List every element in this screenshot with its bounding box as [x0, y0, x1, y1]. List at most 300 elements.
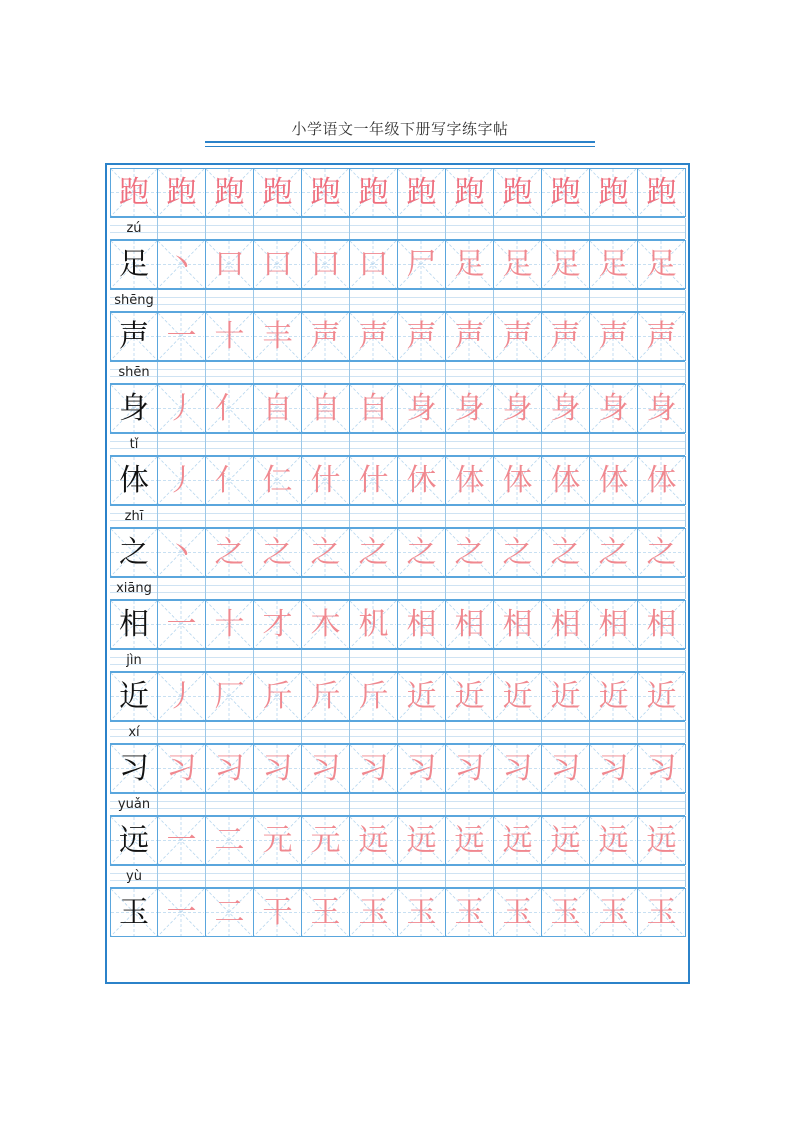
trace-character: 十	[214, 607, 245, 642]
trace-character: 玉	[598, 895, 629, 930]
pinyin-row	[110, 865, 685, 888]
trace-character: 声	[646, 319, 677, 354]
pinyin-cell	[542, 218, 590, 239]
pinyin-cell	[350, 434, 398, 455]
pinyin-cell	[254, 794, 302, 815]
practice-cell	[494, 168, 542, 217]
trace-character: 远	[646, 823, 677, 858]
practice-cell	[494, 600, 542, 649]
pinyin-cell	[206, 434, 254, 455]
pinyin-cell	[302, 434, 350, 455]
practice-cell	[494, 240, 542, 289]
pinyin-cell	[398, 866, 446, 887]
practice-cell	[302, 528, 350, 577]
practice-cell	[158, 168, 206, 217]
trace-character: 之	[262, 535, 293, 570]
pinyin-cell	[446, 290, 494, 311]
practice-grid	[110, 168, 685, 979]
practice-cell	[398, 888, 446, 937]
trace-character: 近	[406, 679, 437, 714]
practice-cell	[542, 384, 590, 433]
practice-cell	[110, 456, 158, 505]
practice-cell	[158, 672, 206, 721]
practice-cell	[302, 456, 350, 505]
pinyin-cell	[446, 650, 494, 671]
pinyin-label: xiāng	[116, 581, 152, 596]
pinyin-cell	[206, 794, 254, 815]
practice-cell	[446, 528, 494, 577]
pinyin-cell	[590, 218, 638, 239]
trace-character: 身	[646, 391, 677, 426]
pinyin-cell	[638, 794, 686, 815]
pinyin-cell	[302, 866, 350, 887]
pinyin-cell	[398, 290, 446, 311]
trace-character: 足	[598, 247, 629, 282]
trace-character: 丰	[262, 319, 293, 354]
practice-cell	[110, 240, 158, 289]
pinyin-cell	[494, 866, 542, 887]
trace-character: 玉	[454, 895, 485, 930]
model-character: 相	[119, 607, 149, 642]
trace-character: 一	[166, 319, 197, 354]
pinyin-cell	[302, 650, 350, 671]
pinyin-cell	[206, 578, 254, 599]
pinyin-label: shēng	[114, 293, 154, 308]
practice-cell	[158, 744, 206, 793]
header-character: 跑	[262, 175, 293, 210]
pinyin-cell	[254, 578, 302, 599]
pinyin-cell	[158, 290, 206, 311]
header-character: 跑	[358, 175, 389, 210]
practice-cell	[542, 888, 590, 937]
trace-character: 习	[454, 751, 485, 786]
pinyin-cell	[158, 650, 206, 671]
practice-cell	[398, 744, 446, 793]
practice-cell	[206, 240, 254, 289]
trace-character: 声	[550, 319, 581, 354]
practice-cell	[302, 384, 350, 433]
pinyin-label: jìn	[126, 653, 142, 668]
character-row	[110, 312, 685, 361]
pinyin-cell	[254, 866, 302, 887]
trace-character: 一	[166, 895, 197, 930]
practice-cell	[398, 672, 446, 721]
trace-character: 之	[454, 535, 485, 570]
practice-cell	[158, 816, 206, 865]
pinyin-cell	[446, 866, 494, 887]
practice-cell	[542, 240, 590, 289]
practice-cell	[398, 456, 446, 505]
pinyin-cell	[638, 650, 686, 671]
pinyin-cell	[350, 866, 398, 887]
practice-cell	[494, 528, 542, 577]
trace-character: 声	[310, 319, 341, 354]
trace-character: 斤	[358, 679, 389, 714]
pinyin-cell	[350, 290, 398, 311]
trace-character: 相	[406, 607, 437, 642]
pinyin-cell	[542, 506, 590, 527]
pinyin-cell	[158, 434, 206, 455]
trace-character: 自	[310, 391, 341, 426]
character-row	[110, 888, 685, 937]
character-row	[110, 816, 685, 865]
trace-character: 身	[598, 391, 629, 426]
trace-character: 元	[310, 823, 341, 858]
trace-character: 相	[454, 607, 485, 642]
trace-character: 之	[502, 535, 533, 570]
practice-cell	[446, 384, 494, 433]
pinyin-cell	[350, 578, 398, 599]
trace-character: 口	[262, 247, 293, 282]
pinyin-cell	[206, 362, 254, 383]
practice-cell	[350, 672, 398, 721]
character-row	[110, 240, 685, 289]
pinyin-cell	[398, 650, 446, 671]
pinyin-cell	[302, 290, 350, 311]
pinyin-cell	[350, 722, 398, 743]
pinyin-cell	[638, 434, 686, 455]
model-character: 玉	[119, 895, 149, 930]
practice-cell	[350, 600, 398, 649]
practice-cell	[494, 456, 542, 505]
trace-character: 才	[262, 607, 293, 642]
trace-character: 体	[502, 463, 533, 498]
model-character: 体	[119, 463, 149, 498]
pinyin-cell	[494, 506, 542, 527]
pinyin-cell	[590, 866, 638, 887]
practice-cell	[638, 240, 686, 289]
practice-cell	[206, 168, 254, 217]
pinyin-cell	[302, 506, 350, 527]
model-character: 身	[119, 391, 149, 426]
header-character-row	[110, 168, 685, 217]
pinyin-cell	[158, 362, 206, 383]
pinyin-cell	[590, 290, 638, 311]
trace-character: 远	[454, 823, 485, 858]
model-character: 之	[119, 535, 149, 570]
practice-cell	[590, 816, 638, 865]
trace-character: 口	[310, 247, 341, 282]
pinyin-cell	[638, 578, 686, 599]
practice-cell	[254, 384, 302, 433]
pinyin-cell	[638, 722, 686, 743]
page-title: 小学语文一年级下册写字练字帖	[291, 120, 509, 138]
pinyin-row	[110, 649, 685, 672]
pinyin-cell	[542, 578, 590, 599]
trace-character: 仁	[262, 463, 293, 498]
practice-cell	[110, 168, 158, 217]
practice-cell	[638, 384, 686, 433]
practice-cell	[350, 384, 398, 433]
practice-cell	[590, 672, 638, 721]
practice-cell	[158, 600, 206, 649]
trace-character: 丿	[166, 391, 197, 426]
pinyin-label: zhī	[124, 509, 144, 524]
practice-cell	[302, 672, 350, 721]
pinyin-cell	[638, 506, 686, 527]
practice-cell	[494, 312, 542, 361]
practice-cell	[590, 600, 638, 649]
trace-character: 身	[550, 391, 581, 426]
pinyin-cell	[542, 650, 590, 671]
pinyin-cell	[494, 290, 542, 311]
trace-character: 相	[646, 607, 677, 642]
practice-cell	[254, 600, 302, 649]
pinyin-cell	[542, 434, 590, 455]
trace-character: 尸	[406, 247, 437, 282]
pinyin-label: yuǎn	[117, 797, 151, 812]
pinyin-cell	[302, 362, 350, 383]
practice-cell	[206, 744, 254, 793]
practice-cell	[542, 168, 590, 217]
trace-character: 远	[358, 823, 389, 858]
pinyin-cell	[254, 506, 302, 527]
practice-cell	[302, 744, 350, 793]
practice-cell	[590, 384, 638, 433]
practice-cell	[446, 312, 494, 361]
pinyin-cell	[398, 434, 446, 455]
practice-cell	[206, 816, 254, 865]
header-character: 跑	[454, 175, 485, 210]
practice-cell	[638, 744, 686, 793]
pinyin-cell	[542, 362, 590, 383]
pinyin-cell	[494, 578, 542, 599]
pinyin-cell	[446, 794, 494, 815]
pinyin-row	[110, 289, 685, 312]
pinyin-cell	[206, 722, 254, 743]
trace-character: 斤	[310, 679, 341, 714]
pinyin-cell	[398, 218, 446, 239]
trace-character: 声	[598, 319, 629, 354]
pinyin-row	[110, 217, 685, 240]
practice-cell	[590, 240, 638, 289]
pinyin-cell	[590, 362, 638, 383]
pinyin-cell	[158, 578, 206, 599]
practice-cell	[302, 240, 350, 289]
practice-cell	[542, 744, 590, 793]
practice-cell	[206, 888, 254, 937]
practice-cell	[638, 168, 686, 217]
trace-character: 声	[454, 319, 485, 354]
pinyin-cell	[590, 722, 638, 743]
pinyin-cell	[638, 866, 686, 887]
trace-character: 习	[310, 751, 341, 786]
trace-character: 远	[550, 823, 581, 858]
practice-cell	[542, 672, 590, 721]
pinyin-cell	[638, 290, 686, 311]
practice-cell	[350, 816, 398, 865]
practice-cell	[254, 456, 302, 505]
practice-cell	[254, 168, 302, 217]
pinyin-cell	[542, 722, 590, 743]
trace-character: 玉	[646, 895, 677, 930]
practice-cell	[254, 672, 302, 721]
pinyin-label: zú	[126, 221, 142, 236]
trace-character: 干	[262, 895, 293, 930]
trace-character: 近	[454, 679, 485, 714]
practice-cell	[638, 312, 686, 361]
practice-cell	[206, 600, 254, 649]
pinyin-cell	[206, 290, 254, 311]
practice-cell	[206, 528, 254, 577]
practice-cell	[590, 168, 638, 217]
trace-character: 足	[454, 247, 485, 282]
pinyin-cell	[494, 722, 542, 743]
trace-character: 丿	[166, 463, 197, 498]
practice-cell	[206, 384, 254, 433]
trace-character: 身	[406, 391, 437, 426]
pinyin-cell	[254, 218, 302, 239]
trace-character: 声	[358, 319, 389, 354]
practice-cell	[446, 816, 494, 865]
pinyin-cell	[254, 434, 302, 455]
practice-cell	[254, 888, 302, 937]
practice-cell	[542, 600, 590, 649]
trace-character: 厂	[214, 679, 245, 714]
header-character: 跑	[119, 175, 149, 210]
pinyin-row	[110, 721, 685, 744]
pinyin-cell	[302, 578, 350, 599]
practice-cell	[254, 528, 302, 577]
practice-cell	[494, 816, 542, 865]
practice-cell	[158, 384, 206, 433]
pinyin-cell	[350, 650, 398, 671]
model-character: 习	[119, 751, 149, 786]
trace-character: 近	[502, 679, 533, 714]
trace-character: 身	[454, 391, 485, 426]
practice-cell	[350, 888, 398, 937]
practice-cell	[590, 528, 638, 577]
practice-cell	[446, 672, 494, 721]
trace-character: 玉	[358, 895, 389, 930]
trace-character: 口	[214, 247, 245, 282]
character-row	[110, 600, 685, 649]
model-character: 足	[119, 247, 149, 282]
practice-cell	[638, 816, 686, 865]
pinyin-cell	[158, 218, 206, 239]
trace-character: 足	[502, 247, 533, 282]
trace-character: 斤	[262, 679, 293, 714]
trace-character: 习	[166, 751, 197, 786]
pinyin-cell	[494, 434, 542, 455]
pinyin-cell	[446, 362, 494, 383]
practice-cell	[254, 240, 302, 289]
practice-cell	[110, 312, 158, 361]
pinyin-cell	[350, 218, 398, 239]
pinyin-cell	[638, 362, 686, 383]
practice-cell	[638, 672, 686, 721]
practice-cell	[110, 744, 158, 793]
trace-character: 之	[310, 535, 341, 570]
practice-cell	[158, 528, 206, 577]
pinyin-cell	[254, 362, 302, 383]
pinyin-cell	[542, 290, 590, 311]
trace-character: 丿	[166, 679, 197, 714]
pinyin-cell	[494, 362, 542, 383]
trace-character: 元	[262, 823, 293, 858]
trace-character: 习	[262, 751, 293, 786]
practice-cell	[638, 888, 686, 937]
pinyin-cell	[158, 722, 206, 743]
model-character: 近	[119, 679, 149, 714]
trace-character: 二	[214, 895, 245, 930]
trace-character: 木	[310, 607, 341, 642]
trace-character: 习	[502, 751, 533, 786]
pinyin-cell	[542, 866, 590, 887]
header-character: 跑	[598, 175, 629, 210]
pinyin-cell	[446, 506, 494, 527]
trace-character: 体	[550, 463, 581, 498]
practice-cell	[206, 672, 254, 721]
trace-character: 一	[166, 607, 197, 642]
practice-sheet	[105, 163, 690, 984]
practice-cell	[254, 744, 302, 793]
trace-character: 一	[166, 823, 197, 858]
trace-character: 近	[598, 679, 629, 714]
practice-cell	[302, 168, 350, 217]
pinyin-cell	[206, 506, 254, 527]
practice-cell	[398, 384, 446, 433]
practice-cell	[638, 456, 686, 505]
header-character: 跑	[406, 175, 437, 210]
trace-character: 远	[598, 823, 629, 858]
pinyin-cell	[638, 218, 686, 239]
pinyin-cell	[590, 434, 638, 455]
trace-character: 休	[406, 463, 437, 498]
pinyin-cell	[254, 290, 302, 311]
trace-character: 声	[406, 319, 437, 354]
pinyin-cell	[158, 866, 206, 887]
trace-character: 体	[646, 463, 677, 498]
model-character: 声	[119, 319, 149, 354]
practice-cell	[446, 168, 494, 217]
practice-cell	[110, 384, 158, 433]
pinyin-label: shēn	[118, 365, 150, 380]
practice-cell	[542, 456, 590, 505]
trace-character: 体	[598, 463, 629, 498]
pinyin-cell	[254, 650, 302, 671]
practice-cell	[350, 168, 398, 217]
pinyin-label: tǐ	[129, 437, 139, 452]
trace-character: 之	[646, 535, 677, 570]
trace-character: 相	[550, 607, 581, 642]
practice-cell	[446, 456, 494, 505]
practice-cell	[350, 744, 398, 793]
practice-cell	[254, 312, 302, 361]
trace-character: 足	[550, 247, 581, 282]
trace-character: 玉	[550, 895, 581, 930]
trace-character: 自	[262, 391, 293, 426]
pinyin-cell	[398, 362, 446, 383]
pinyin-cell	[158, 794, 206, 815]
practice-cell	[494, 384, 542, 433]
practice-cell	[446, 600, 494, 649]
trace-character: 习	[646, 751, 677, 786]
trace-character: 远	[502, 823, 533, 858]
practice-cell	[590, 888, 638, 937]
pinyin-cell	[350, 794, 398, 815]
trace-character: 习	[358, 751, 389, 786]
pinyin-cell	[158, 506, 206, 527]
trace-character: 近	[550, 679, 581, 714]
header-character: 跑	[502, 175, 533, 210]
practice-cell	[302, 888, 350, 937]
practice-cell	[350, 240, 398, 289]
trace-character: 什	[310, 463, 341, 498]
practice-cell	[110, 816, 158, 865]
trace-character: 习	[214, 751, 245, 786]
trace-character: 之	[214, 535, 245, 570]
